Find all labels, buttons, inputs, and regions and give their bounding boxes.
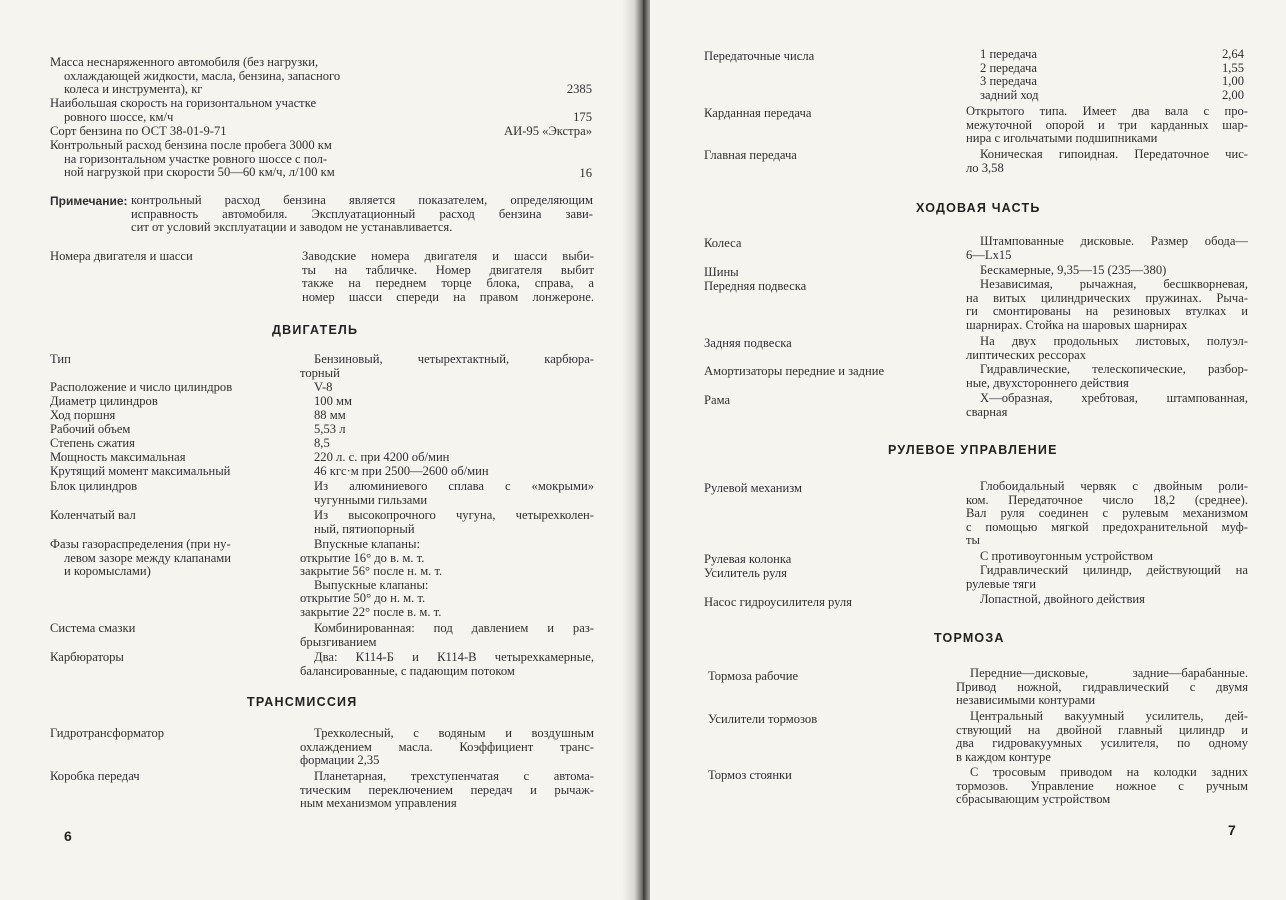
front-suspension-value: Независимая, рычажная, бесшкворневая, на витых цилиндрических пружинах. Рыча- ги смонтированы на резиновых втулках и шарнирах. Стойка на шаровых шарнирах bbox=[966, 277, 1248, 332]
mass-value: 2385 bbox=[566, 82, 592, 96]
shocks-value: Гидравлические, телескопические, разбор- ные, двухстороннего действия bbox=[966, 362, 1248, 390]
tires-label: Шины bbox=[704, 265, 739, 279]
bore-label: Диаметр цилиндров bbox=[50, 394, 158, 408]
engine-type-value: Бензиновый, четырехтактный, карбюра- торный bbox=[300, 352, 594, 380]
gear-row: 2 передача 1,55 bbox=[980, 60, 1244, 75]
block-label: Блок цилиндров bbox=[50, 479, 138, 493]
service-brakes-value: Передние—дисковые, задние—барабанные. Привод ножной, гидравлический с двумя независимыми контурами bbox=[956, 666, 1248, 708]
parking-brake-value: С тросовым приводом на колодки задних тормозов. Управление ножное с ручным сбрасывающим устройством bbox=[956, 765, 1248, 807]
brake-boosters-label: Усилители тормозов bbox=[708, 712, 818, 726]
engine-type-label: Тип bbox=[50, 352, 71, 366]
speed-label: Наибольшая скорость на горизонтальном участке ровного шоссе, км/ч bbox=[50, 96, 317, 124]
final-drive-label: Главная передача bbox=[704, 148, 797, 162]
consumption-label: Контрольный расход бензина после пробега 3000 км на горизонтальном участке ровного шоссе с пол- ной нагрузкой при скорости 50—60 км/ч, л/100 км bbox=[50, 138, 335, 180]
stroke-label: Ход поршня bbox=[50, 408, 116, 422]
transmission-heading: ТРАНСМИССИЯ bbox=[247, 695, 358, 709]
page-number-right: 7 bbox=[1228, 822, 1236, 838]
brakes-heading: ТОРМОЗА bbox=[934, 631, 1005, 645]
service-brakes-label: Тормоза рабочие bbox=[708, 669, 799, 683]
gearbox-label: Коробка передач bbox=[50, 769, 140, 783]
carb-value: Два: К114-Б и К114-В четырехкамерные, балансированные, с падающим потоком bbox=[300, 650, 594, 678]
crankshaft-value: Из высокопрочного чугуна, четырехколен- ный, пятиопорный bbox=[314, 508, 594, 536]
cylinders-layout-value: V-8 bbox=[314, 380, 333, 394]
timing-label: Фазы газораспределения (при ну- левом зазоре между клапанами и коромыслами) bbox=[50, 537, 232, 579]
wheels-value: Штампованные дисковые. Размер обода— 6—Lx15 bbox=[966, 234, 1248, 262]
pump-label: Насос гидроусилителя руля bbox=[704, 595, 852, 609]
stroke-value: 88 мм bbox=[314, 408, 346, 422]
steering-mechanism-value: Глобоидальный червяк с двойным роли- ком. Передаточное число 18,2 (среднее). Вал руля соединен с рулевым механизмом с помощью мягкой предохранительной муф- ты bbox=[966, 479, 1248, 548]
page-number-left: 6 bbox=[64, 828, 72, 844]
displacement-label: Рабочий объем bbox=[50, 422, 131, 436]
speed-value: 175 bbox=[573, 110, 592, 124]
consumption-value: 16 bbox=[579, 166, 592, 180]
converter-label: Гидротрансформатор bbox=[50, 726, 165, 740]
power-value: 220 л. с. при 4200 об/мин bbox=[314, 450, 450, 464]
compression-value: 8,5 bbox=[314, 436, 330, 450]
compression-label: Степень сжатия bbox=[50, 436, 135, 450]
chassis-heading: ХОДОВАЯ ЧАСТЬ bbox=[916, 201, 1041, 215]
frame-value: Х—образная, хребтовая, штампованная, сварная bbox=[966, 391, 1248, 419]
parking-brake-label: Тормоз стоянки bbox=[708, 768, 792, 782]
displacement-value: 5,53 л bbox=[314, 422, 346, 436]
power-label: Мощность максимальная bbox=[50, 450, 186, 464]
tires-value: Бескамерные, 9,35—15 (235—380) bbox=[980, 263, 1167, 277]
lube-value: Комбинированная: под давлением и раз- брызгиванием bbox=[300, 621, 594, 649]
block-value: Из алюминиевого сплава с «мокрыми» чугунными гильзами bbox=[314, 479, 594, 507]
rear-suspension-label: Задняя подвеска bbox=[704, 336, 792, 350]
gear-row: задний ход 2,00 bbox=[980, 87, 1244, 102]
steering-column-label: Рулевая колонка bbox=[704, 552, 792, 566]
converter-value: Трехколесный, с водяным и воздушным охлаждением масла. Коэффициент транс- формации 2,35 bbox=[300, 726, 594, 768]
bore-value: 100 мм bbox=[314, 394, 352, 408]
numbers-label: Номера двигателя и шасси bbox=[50, 249, 193, 263]
steering-heading: РУЛЕВОЕ УПРАВЛЕНИЕ bbox=[888, 443, 1058, 457]
cardan-value: Открытого типа. Имеет два вала с про- межуточной опорой и три карданных шар- нира с игольчатыми подшипниками bbox=[966, 104, 1248, 146]
steering-booster-label: Усилитель руля bbox=[704, 566, 787, 580]
steering-mechanism-label: Рулевой механизм bbox=[704, 481, 803, 495]
gear-row: 1 передача 2,64 bbox=[980, 47, 1244, 61]
numbers-text: Заводские номера двигателя и шасси выби- ты на табличке. Номер двигателя выбит также на переднем торце блока, справа, а номер шасси спереди на правом лонжероне. bbox=[302, 249, 594, 304]
engine-heading: ДВИГАТЕЛЬ bbox=[272, 323, 359, 337]
front-suspension-label: Передняя подвеска bbox=[704, 279, 807, 293]
gear-row: 3 передача 1,00 bbox=[980, 74, 1244, 89]
shocks-label: Амортизаторы передние и задние bbox=[704, 364, 885, 378]
left-page bbox=[0, 0, 636, 900]
brake-boosters-value: Центральный вакуумный усилитель, дей- ствующий на двойной главный цилиндр и два гидровакуумных усилителя, по одному в каждом контуре bbox=[956, 709, 1248, 764]
cardan-label: Карданная передача bbox=[704, 106, 812, 120]
crankshaft-label: Коленчатый вал bbox=[50, 508, 136, 522]
steering-booster-value: Гидравлический цилиндр, действующий на рулевые тяги bbox=[966, 563, 1248, 591]
note-text: контрольный расход бензина является показателем, определяющим исправность автомобиля. Эксплуатационный расход бензина зави- сит от условий эксплуатации и заводом не устанавливается. bbox=[131, 193, 593, 235]
right-page bbox=[650, 0, 1286, 900]
mass-label: Масса неснаряженного автомобиля (без нагрузки, охлаждающей жидкости, масла, бензина, запасного колеса и инструмента), кг bbox=[50, 55, 341, 97]
lube-label: Система смазки bbox=[50, 621, 136, 635]
cylinders-layout-label: Расположение и число цилиндров bbox=[50, 380, 233, 394]
wheels-label: Колеса bbox=[704, 236, 742, 250]
carb-label: Карбюраторы bbox=[50, 650, 124, 664]
steering-column-value: С противоугонным устройством bbox=[980, 549, 1153, 563]
fuel-value: АИ-95 «Экстра» bbox=[504, 124, 592, 138]
timing-value: Впускные клапаны: открытие 16° до в. м. т. закрытие 56° после н. м. т. Выпускные клапаны: открытие 50° до н. м. т. закрытие 22° после в. м. т. bbox=[300, 537, 443, 619]
final-drive-value: Коническая гипоидная. Передаточное чис- ло 3,58 bbox=[966, 147, 1248, 175]
gearbox-value: Планетарная, трехступенчатая с автома- тическим переключением передач и рычаж- ным механизмом управления bbox=[300, 769, 594, 811]
torque-value: 46 кгс·м при 2500—2600 об/мин bbox=[314, 464, 489, 478]
torque-label: Крутящий момент максимальный bbox=[50, 464, 231, 478]
gear-ratios-list bbox=[966, 48, 1244, 102]
fuel-label: Сорт бензина по ОСТ 38-01-9-71 bbox=[50, 124, 227, 138]
note-label: Примечание: bbox=[50, 194, 128, 208]
gear-ratios-label: Передаточные числа bbox=[704, 49, 815, 63]
pump-value: Лопастной, двойного действия bbox=[980, 592, 1145, 606]
frame-label: Рама bbox=[704, 393, 731, 407]
rear-suspension-value: На двух продольных листовых, полуэл- липтических рессорах bbox=[966, 334, 1248, 362]
